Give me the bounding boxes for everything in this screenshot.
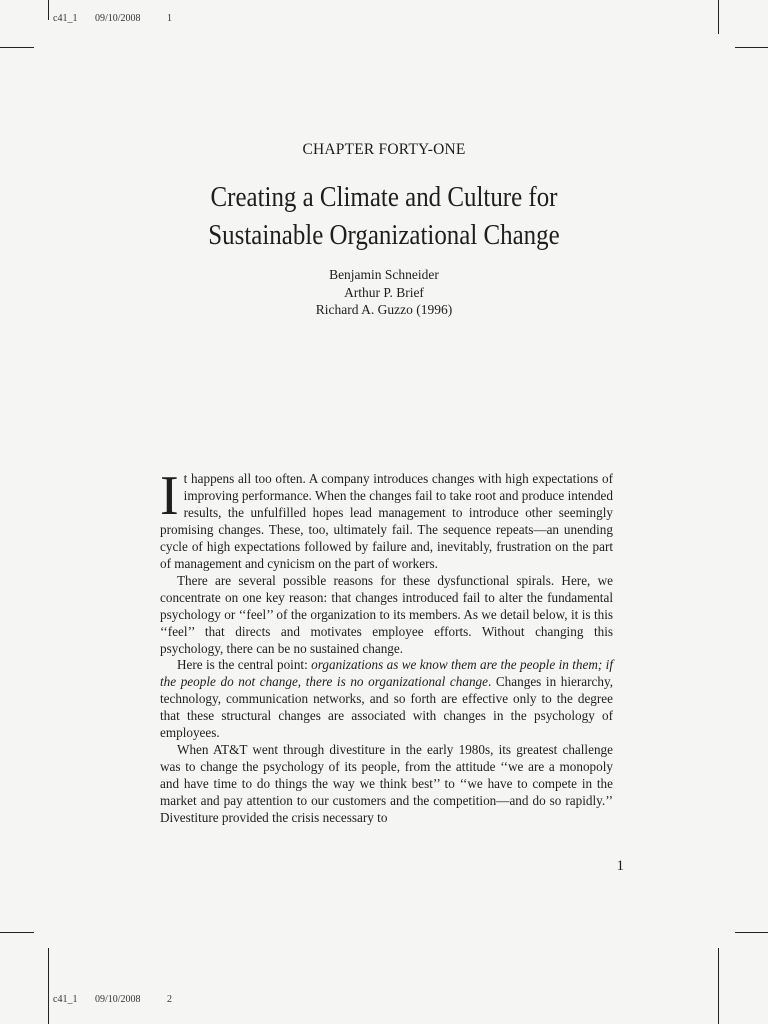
paragraph xyxy=(160,657,613,742)
slug-date: 09/10/2008 xyxy=(95,994,141,1005)
paragraph: There are several possible reasons for these dysfunctional spirals. Here, we concentrate on one key reason: that changes introduced fail to alter the fundamental psychology or ‘‘feel’’ of the organization to its members. As we detail below, it is this ‘‘feel’’ that directs and motivates employee efforts. Without changing this psychology, there can be no sustained change. xyxy=(160,572,613,656)
slug-file-id: c41_1 xyxy=(53,13,78,24)
crop-mark xyxy=(718,0,719,34)
drop-cap: I xyxy=(160,465,179,527)
crop-mark xyxy=(735,932,768,933)
author-list xyxy=(0,266,768,319)
chapter-title-line: Creating a Climate and Culture for xyxy=(210,181,558,213)
bottom-slug xyxy=(48,983,172,1005)
paragraph-text: t happens all too often. A company introduces changes with high expectations of improving performance. When the changes fail to take root and produce intended results, the unfulfilled hopes lead management to introduce other seemingly promising changes. These, too, ultimately fail. The sequence repeats—an unending cycle of high expectations followed by failure and, inevitably, frustration on the part of management and cynicism on the part of workers. xyxy=(160,471,613,571)
crop-mark xyxy=(718,948,719,1024)
page-number: 1 xyxy=(616,858,624,874)
author-name: Richard A. Guzzo (1996) xyxy=(315,302,453,317)
slug-page: 2 xyxy=(167,994,172,1005)
paragraph-text: . Changes in hierarchy, technology, communication networks, and so forth are effective only to the degree that these structural changes are associated with changes in the psychology of employees. xyxy=(160,674,613,741)
author-name: Benjamin Schneider xyxy=(329,267,439,282)
author-name: Arthur P. Brief xyxy=(344,284,424,300)
paragraph-text: Here is the central point: xyxy=(177,657,312,673)
paragraph: When AT&T went through divestiture in the early 1980s, its greatest challenge was to change the psychology of its people, from the attitude ‘‘we are a monopoly and have time to do things the way we think best’’ to ‘‘we have to compete in the market and pay attention to our customers and the competition—and do so rapidly.’’ Divestiture provided the crisis necessary to xyxy=(160,742,613,826)
chapter-title xyxy=(54,178,714,254)
italic-emphasis: organizations as we know them are the people in them; if the people do not change, there is no organizational change xyxy=(160,657,613,690)
chapter-title-line: Sustainable Organizational Change xyxy=(208,219,560,251)
slug-page: 1 xyxy=(167,13,172,24)
crop-mark xyxy=(0,47,34,48)
slug-date: 09/10/2008 xyxy=(95,13,141,24)
slug-file-id: c41_1 xyxy=(53,994,78,1005)
crop-mark xyxy=(735,47,768,48)
crop-mark xyxy=(0,932,34,933)
chapter-label: CHAPTER FORTY-ONE xyxy=(302,141,466,158)
top-slug xyxy=(48,2,172,24)
body-text xyxy=(160,465,613,827)
crop-mark xyxy=(48,0,49,20)
paragraph xyxy=(160,465,613,573)
